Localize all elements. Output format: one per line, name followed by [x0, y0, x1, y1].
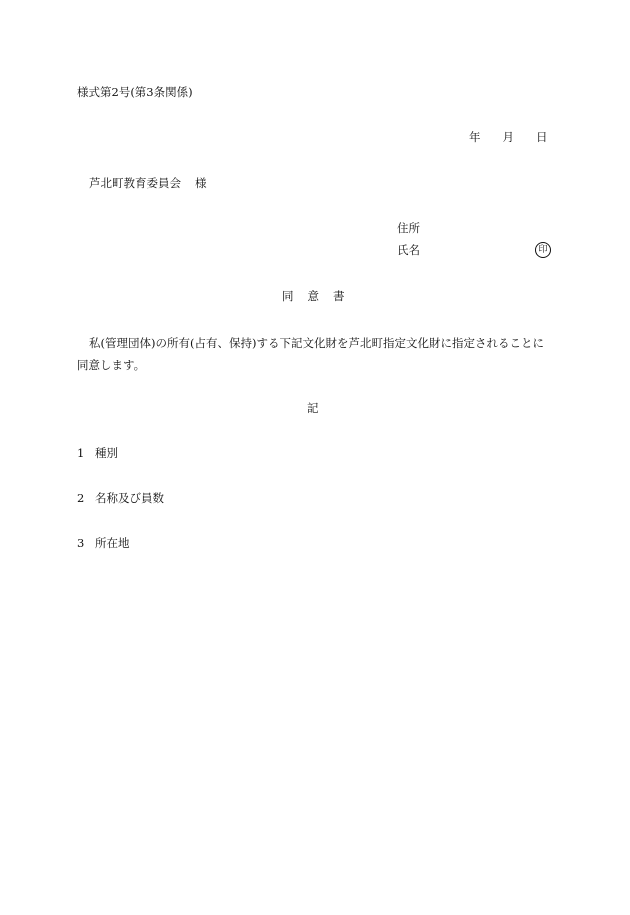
item-number: 1: [77, 446, 85, 460]
address-label: 住所: [397, 221, 420, 235]
list-item: [77, 490, 164, 506]
date-line: [469, 129, 548, 145]
date-year-label: 年: [469, 130, 481, 144]
date-month-label: 月: [502, 130, 514, 144]
name-row: [397, 242, 551, 258]
list-item: [77, 535, 130, 551]
item-number: 3: [77, 536, 85, 550]
addressee: [89, 175, 207, 191]
seal-mark: 印: [535, 242, 551, 258]
name-label: 氏名: [397, 243, 420, 257]
title-char: 同: [282, 289, 294, 303]
title-char: 意: [307, 289, 319, 303]
title-char: 書: [333, 289, 345, 303]
item-label: 名称及び員数: [95, 491, 164, 505]
document-title: [282, 288, 345, 304]
ki-heading: 記: [307, 401, 319, 415]
addressee-name: 芦北町教育委員会: [89, 176, 181, 190]
item-label: 種別: [95, 446, 118, 460]
item-number: 2: [77, 491, 85, 505]
date-day-label: 日: [536, 130, 548, 144]
form-number: 様式第2号(第3条関係): [77, 85, 193, 99]
addressee-honorific: 様: [195, 176, 207, 190]
consent-statement: 私(管理団体)の所有(占有、保持)する下記文化財を芦北町指定文化財に指定されることに同意します。: [77, 336, 544, 372]
list-item: [77, 445, 118, 461]
item-label: 所在地: [95, 536, 130, 550]
